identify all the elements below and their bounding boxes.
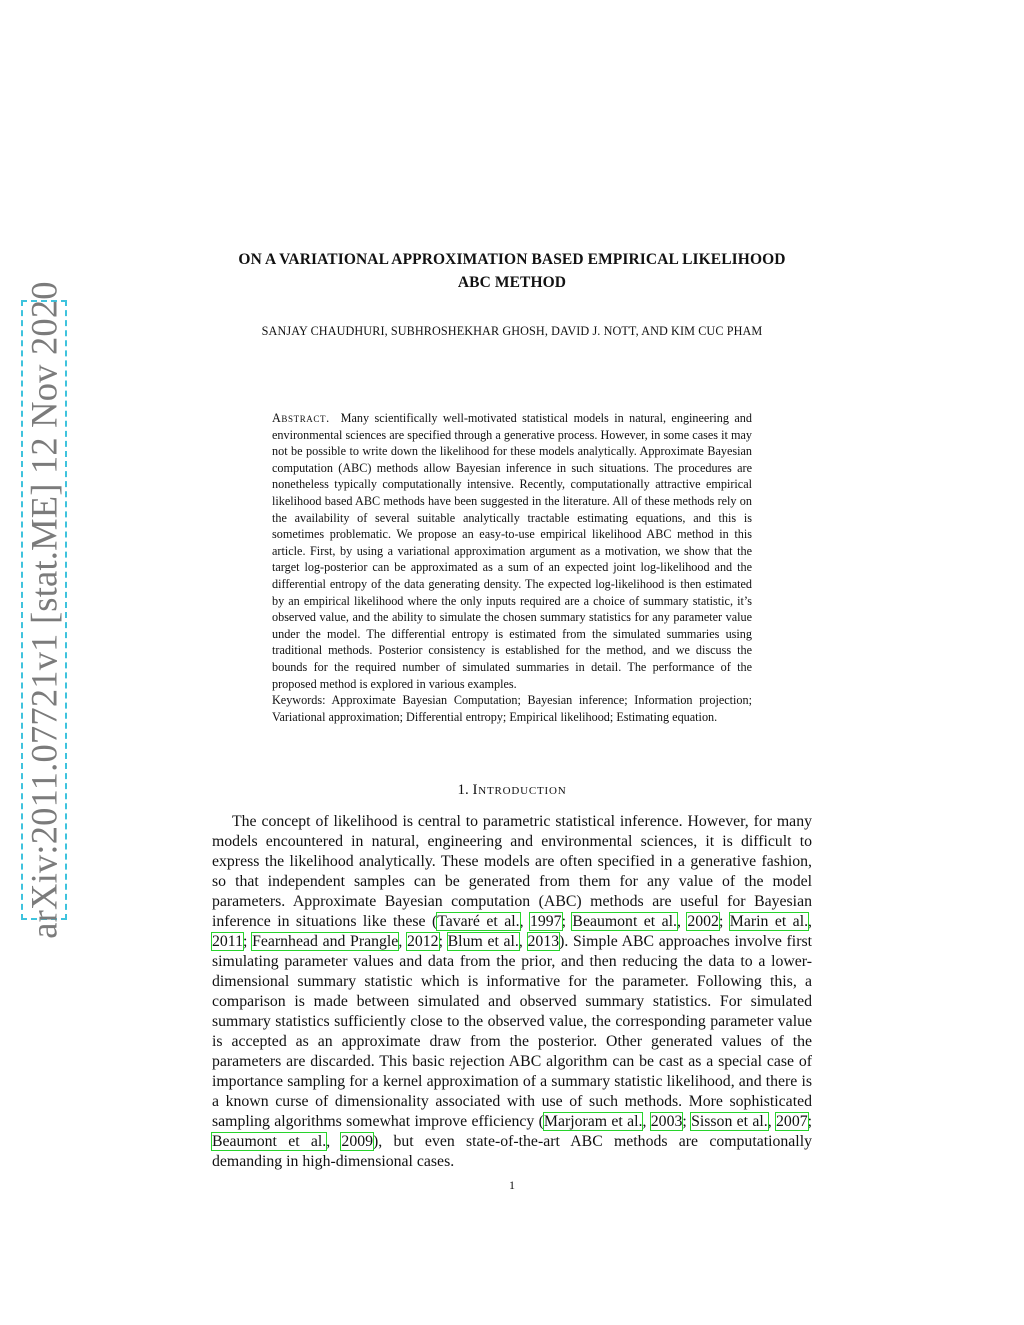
citation-separator: , — [767, 1113, 777, 1130]
arxiv-identifier[interactable]: arXiv:2011.07721v1 [stat.ME] 12 Nov 2020 — [23, 281, 65, 939]
citation-link[interactable]: Beaumont et al. — [572, 913, 677, 930]
citation-link[interactable]: Tavaré et al. — [437, 913, 520, 930]
citation-link[interactable]: Marjoram et al. — [543, 1113, 643, 1130]
citation-separator: , — [326, 1133, 342, 1150]
abstract-label: Abstract. — [272, 411, 330, 425]
introduction-paragraph — [212, 812, 812, 1172]
citation-link[interactable]: 2011 — [212, 933, 244, 950]
intro-text: The concept of likelihood is central to parametric statistical inference. However, for many models encountered in natural, engineering and environmental sciences, it is difficult to express the likelihood analytically. These models are often specified in a generative fashion, so that independent samples can be generated from them for any value of the model parameters. Approximate Bayesian computation (ABC) methods are useful for Bayesian inference in situations like these ( — [212, 813, 812, 930]
arxiv-stamp[interactable] — [21, 281, 67, 939]
citation-link[interactable]: Fearnhead and Prangle — [252, 933, 399, 950]
abstract-body — [272, 410, 752, 692]
citation-link[interactable]: 2003 — [650, 1113, 683, 1130]
citation-separator: ; — [682, 1113, 692, 1130]
page-number: 1 — [509, 1178, 515, 1192]
abstract-text: Many scientifically well-motivated statistical models in natural, engineering and environmental sciences are specified through a generative process. However, in some cases it may not be possible to write down the likelihood for these models analytically. Approximate Bayesian computation (ABC) methods allow Bayesian inference in such situations. The procedures are nonetheless typically computationally intensive. Recently, computationally attractive empirical likelihood based ABC methods have been suggested in the literature. All of these methods rely on the availability of several suitable analytically tractable estimating equations, and this is sometimes problematic. We propose an easy-to-use empirical likelihood ABC method in this article. First, by using a variational approximation argument as a motivation, we show that the target log-posterior can be approximated as a sum of an expected joint log-likelihood and the differential entropy of the data generating density. The expected log-likelihood is then estimated by an empirical likelihood where the only inputs required are a choice of summary statistic, it’s observed value, and the ability to simulate the chosen summary statistics for any parameter value under the model. The differential entropy is estimated from the simulated summaries using traditional methods. Posterior consistency is established for the method, and we discuss the bounds for the required number of simulated summaries in detail. The performance of the proposed method is explored in various examples. — [272, 411, 752, 691]
author-list: SANJAY CHAUDHURI, SUBHROSHEKHAR GHOSH, DAVID J. NOTT, AND KIM CUC PHAM — [261, 324, 763, 338]
citation-link[interactable]: Beaumont et al. — [212, 1133, 327, 1150]
citation-link[interactable]: Sisson et al. — [691, 1113, 768, 1130]
title-line-2: ABC METHOD — [457, 274, 567, 291]
paper-title — [200, 248, 824, 294]
citation-separator: ; — [561, 913, 573, 930]
citation-link[interactable]: Marin et al. — [729, 913, 809, 930]
citation-separator: , — [398, 933, 407, 950]
citation-separator: , — [676, 913, 688, 930]
citation-separator: , — [518, 933, 528, 950]
citation-link[interactable]: 2007 — [776, 1113, 808, 1130]
citation-link[interactable]: 2012 — [406, 933, 439, 950]
citation-separator: ; — [438, 933, 448, 950]
abstract — [272, 410, 752, 725]
citation-link[interactable]: 2013 — [527, 933, 560, 950]
citation-separator: ; — [718, 913, 730, 930]
citation-link[interactable]: 1997 — [529, 913, 562, 930]
keywords: Keywords: Approximate Bayesian Computation; Bayesian inference; Information projection; Variational approximation; Differential entropy; Empirical likelihood; Estimating equation. — [272, 693, 752, 724]
citation-separator: , — [642, 1113, 651, 1130]
citation-separator: ; — [243, 933, 253, 950]
citation-link[interactable]: Blum et al. — [447, 933, 519, 950]
intro-text: ). Simple ABC approaches involve first simulating parameter values and data from the prior, and then reducing the data to a lower-dimensional summary statistic which is informative for the parameter. Following this, a comparison is made between simulated and observed summary statistics. For simulated summary statistics sufficiently close to the observed value, the corresponding parameter value is accepted as an approximate draw from the posterior. Other generated values of the parameters are discarded. This basic rejection ABC algorithm can be cast as a special case of importance sampling for a kernel approximation of a summary statistic likelihood, and there is a known curse of dimensionality associated with use of such methods. More sophisticated sampling algorithms somewhat improve efficiency ( — [212, 933, 812, 1130]
citation-separator: ; — [807, 1113, 813, 1130]
section-heading — [200, 782, 824, 799]
section-number: 1. — [457, 782, 469, 798]
intro-text: ), but even state-of-the-art ABC methods are computationally demanding in high-dimensional cases. — [212, 1133, 812, 1170]
citation-link[interactable]: 2009 — [341, 1133, 374, 1150]
citation-link[interactable]: 2002 — [687, 913, 719, 930]
citation-separator: , — [808, 913, 812, 930]
citation-separator: , — [519, 913, 530, 930]
title-line-1: ON A VARIATIONAL APPROXIMATION BASED EMPIRICAL LIKELIHOOD — [238, 251, 786, 268]
section-title: Introduction — [472, 782, 567, 798]
